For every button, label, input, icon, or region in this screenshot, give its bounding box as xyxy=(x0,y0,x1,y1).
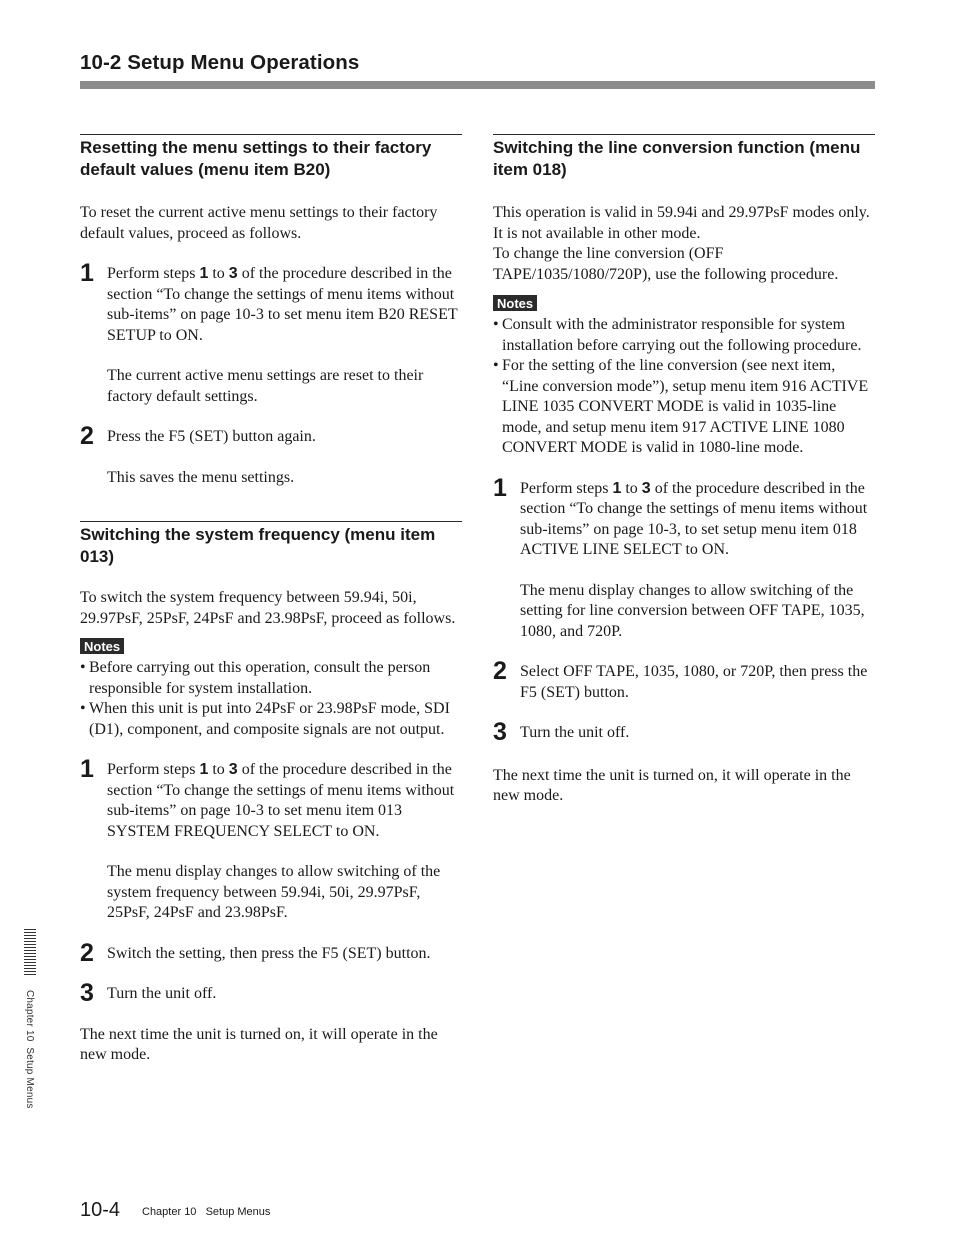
section-outro-system-frequency: The next time the unit is turned on, it will operate in the new mode. xyxy=(80,1025,438,1063)
section-heading-reset: Resetting the menu settings to their factory default values (menu item B20) xyxy=(80,134,462,181)
step-result: The current active menu settings are reset to their factory default settings. xyxy=(107,367,424,405)
step-3-system-frequency xyxy=(80,979,462,1007)
step-number: 1 xyxy=(80,259,94,287)
notes-block-system-frequency xyxy=(80,638,462,740)
step-1-system-frequency xyxy=(80,755,462,924)
note-item: • For the setting of the line conversion (see next item, “Line conversion mode”), setup menu item 916 ACTIVE LINE 1035 CONVERT MODE is valid in 1035-line mode, and setup menu item 917 ACTIVE LINE 1080 CONVERT MODE is valid in 1080-line mode. xyxy=(493,356,875,459)
note-item: • Before carrying out this operation, consult the person responsible for system installation. xyxy=(80,658,462,699)
step-result: This saves the menu settings. xyxy=(107,468,295,486)
step-result: The menu display changes to allow switching of the system frequency between 59.94i, 50i, 29.97PsF, 25PsF, 24PsF and 23.98PsF. xyxy=(107,863,441,921)
section-heading-system-frequency: Switching the system frequency (menu item 013) xyxy=(80,521,462,568)
section-intro-line-conversion: This operation is valid in 59.94i and 29.97PsF modes only. It is not available in other mode. xyxy=(493,204,870,242)
section-intro-line-conversion-2: To change the line conversion (OFF TAPE/1035/1080/720P), use the following procedure. xyxy=(493,245,839,283)
step-text: Switch the setting, then press the F5 (SET) button. xyxy=(107,944,431,962)
step-number: 2 xyxy=(80,422,94,450)
page-header-title: 10-2 Setup Menu Operations xyxy=(80,51,360,74)
footer-chapter-label: Chapter 10 Setup Menus xyxy=(142,1206,271,1218)
step-3-line-conversion xyxy=(493,718,875,746)
step-2-system-frequency xyxy=(80,938,462,967)
step-text: Turn the unit off. xyxy=(520,724,630,741)
notes-badge: Notes xyxy=(493,295,537,311)
left-column xyxy=(80,134,462,1066)
step-text: Turn the unit off. xyxy=(107,985,217,1002)
side-chapter-label: Chapter 10 Setup Menus xyxy=(24,990,35,1109)
step-text: Perform steps 1 to 3 of the procedure described in the section “To change the settings of menu items without sub-items” on page 10-3 to set menu item 013 SYSTEM FREQUENCY SELECT to ON. xyxy=(107,761,455,840)
notes-block-line-conversion xyxy=(493,295,875,459)
step-text: Select OFF TAPE, 1035, 1080, or 720P, then press the F5 (SET) button. xyxy=(520,663,868,701)
step-number: 3 xyxy=(493,718,507,746)
step-number: 2 xyxy=(80,938,94,967)
section-intro-reset: To reset the current active menu settings to their factory default values, proceed as follows. xyxy=(80,204,438,242)
step-1-line-conversion xyxy=(493,473,875,643)
section-outro-line-conversion: The next time the unit is turned on, it will operate in the new mode. xyxy=(493,766,851,804)
chapter-thumb-index xyxy=(24,929,36,977)
step-text: Press the F5 (SET) button again. xyxy=(107,428,316,445)
step-text: Perform steps 1 to 3 of the procedure described in the section “To change the settings of menu items without sub-items” on page 10-3, to set setup menu item 018 ACTIVE LINE SELECT to ON. xyxy=(520,479,868,558)
step-2-line-conversion xyxy=(493,657,875,703)
step-number: 2 xyxy=(493,657,507,685)
page-number: 10-4 xyxy=(80,1199,121,1221)
section-intro-system-frequency: To switch the system frequency between 59.94i, 50i, 29.97PsF, 25PsF, 24PsF and 23.98PsF, proceed as follows. xyxy=(80,589,456,627)
step-number: 1 xyxy=(493,473,507,502)
header-rule xyxy=(80,81,875,89)
section-heading-line-conversion: Switching the line conversion function (menu item 018) xyxy=(493,134,875,181)
step-text: Perform steps 1 to 3 of the procedure described in the section “To change the settings of menu items without sub-items” on page 10-3 to set menu item B20 RESET SETUP to ON. xyxy=(107,265,458,344)
step-result: The menu display changes to allow switching of the setting for line conversion between OFF TAPE, 1035, 1080, and 720P. xyxy=(520,581,865,640)
right-column xyxy=(493,134,875,807)
step-2-reset xyxy=(80,422,462,488)
note-item: • When this unit is put into 24PsF or 23.98PsF mode, SDI (D1), component, and composite signals are not output. xyxy=(80,699,462,740)
step-number: 1 xyxy=(80,755,94,783)
step-1-reset xyxy=(80,259,462,407)
step-number: 3 xyxy=(80,979,94,1007)
note-item: • Consult with the administrator responsible for system installation before carrying out the following procedure. xyxy=(493,315,875,356)
notes-badge: Notes xyxy=(80,638,124,654)
